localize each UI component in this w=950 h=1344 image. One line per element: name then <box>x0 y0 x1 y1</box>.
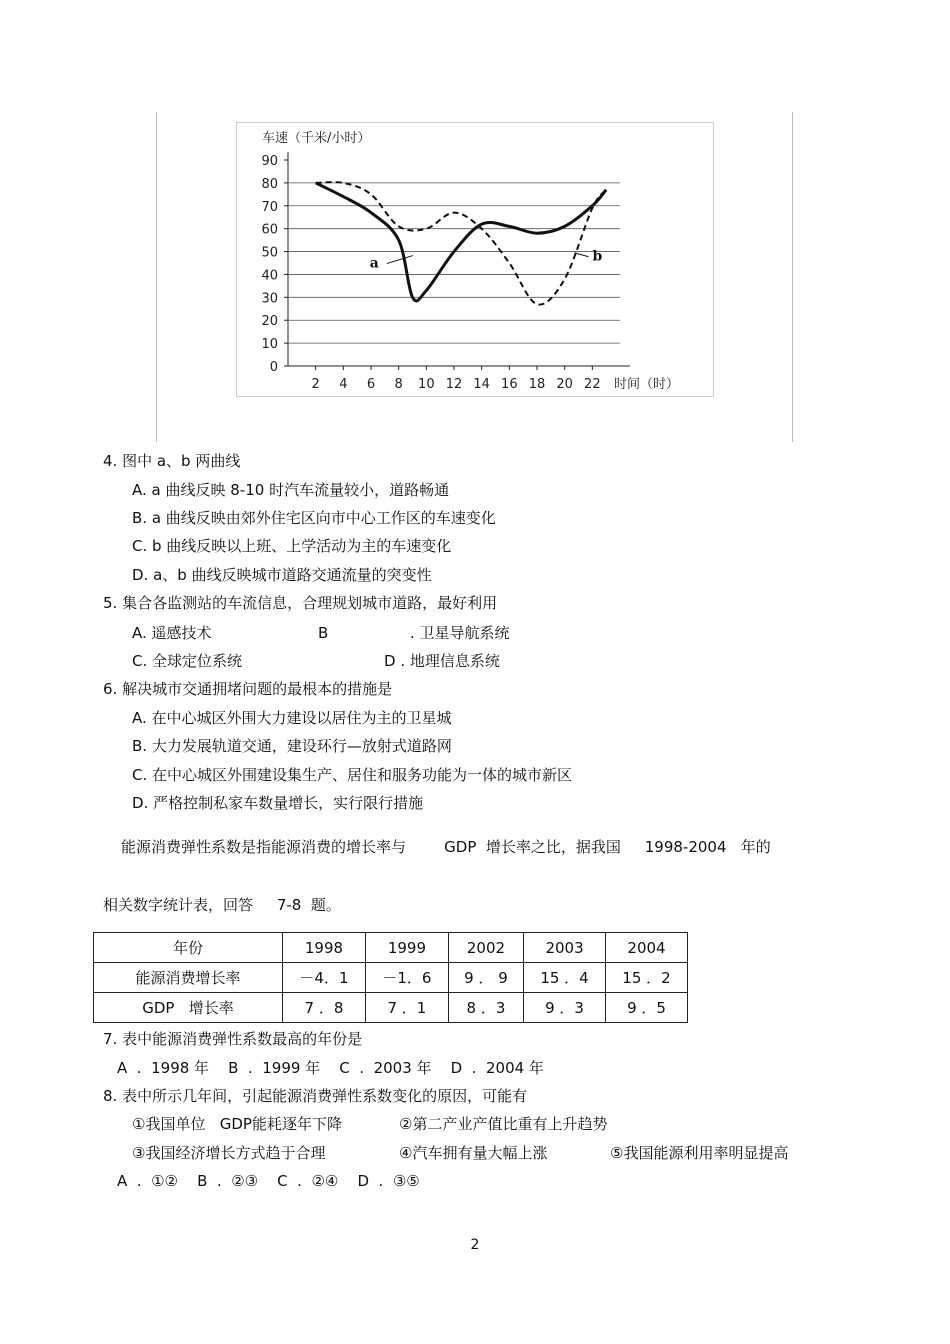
y-tick-label: 70 <box>261 199 278 215</box>
x-tick-label: 10 <box>418 377 435 392</box>
energy-table <box>93 932 688 1023</box>
q8-stem: 8. 表中所示几年间，引起能源消费弹性系数变化的原因，可能有 <box>103 1087 528 1105</box>
y-tick-label: 60 <box>261 222 278 238</box>
table-row <box>94 993 688 1023</box>
q6-stem: 6. 解决城市交通拥堵问题的最根本的措施是 <box>103 680 393 698</box>
x-tick-label: 8 <box>394 377 403 392</box>
x-tick-label: 12 <box>445 377 463 392</box>
q6-option-b: B. 大力发展轨道交通，建设环行—放射式道路网 <box>132 737 452 755</box>
chart-border <box>237 123 714 397</box>
y-tick-label: 40 <box>261 268 278 284</box>
y-tick-label: 30 <box>261 291 278 307</box>
x-tick-label: 16 <box>501 377 518 392</box>
table-header-cell: 2003 <box>524 933 606 963</box>
q8-statement-5: ⑤我国能源利用率明显提高 <box>610 1144 789 1162</box>
x-tick-label: 22 <box>584 377 601 392</box>
table-cell: 8 ．3 <box>448 993 523 1023</box>
table-header-cell: 2002 <box>448 933 523 963</box>
x-tick-label: 4 <box>339 377 348 392</box>
y-tick-label: 10 <box>261 337 278 353</box>
table-cell: 9 ．3 <box>524 993 606 1023</box>
y-tick-label: 80 <box>261 176 278 192</box>
table-header-cell: 1998 <box>283 933 366 963</box>
q4-option-d: D. a、b 曲线反映城市道路交通流量的突变性 <box>132 566 432 584</box>
figure-frame-left <box>156 112 157 442</box>
x-tick-label: 2 <box>311 377 320 392</box>
table-cell: 9 ． 9 <box>448 963 523 993</box>
q5-option-d: D . 地理信息系统 <box>384 652 500 670</box>
table-cell: －1．6 <box>365 963 448 993</box>
q6-option-c: C. 在中心城区外围建设集生产、居住和服务功能为一体的城市新区 <box>132 766 573 784</box>
q5-option-b-text: . 卫星导航系统 <box>410 624 510 642</box>
y-tick-label: 20 <box>261 314 278 330</box>
table-cell: 15 ．4 <box>524 963 606 993</box>
intro-line-2: 相关数字统计表，回答 7-8 题。 <box>103 896 341 914</box>
table-cell: 7 ．8 <box>283 993 366 1023</box>
page-number: 2 <box>470 1237 480 1253</box>
intro-line-1: 能源消费弹性系数是指能源消费的增长率与 GDP 增长率之比，据我国 1998-2004 年的 <box>121 838 771 856</box>
table-header-cell: 2004 <box>606 933 688 963</box>
y-tick-label: 90 <box>261 154 278 169</box>
curve-label-a: a <box>369 255 379 272</box>
q7-stem: 7. 表中能源消费弹性系数最高的年份是 <box>103 1030 363 1048</box>
q6-option-a: A. 在中心城区外围大力建设以居住为主的卫星城 <box>132 709 452 727</box>
table-row <box>94 963 688 993</box>
q8-statement-1: ①我国单位 GDP能耗逐年下降 <box>132 1115 342 1133</box>
figure-frame-right <box>792 112 793 442</box>
table-cell: 15 ．2 <box>606 963 688 993</box>
table-cell: 能源消费增长率 <box>94 963 283 993</box>
x-tick-label: 14 <box>473 377 490 392</box>
q8-statement-2: ②第二产业产值比重有上升趋势 <box>399 1115 608 1133</box>
q8-statement-3: ③我国经济增长方式趋于合理 <box>132 1144 326 1162</box>
q4-stem: 4. 图中 a、b 两曲线 <box>103 452 241 470</box>
table-header-row <box>94 933 688 963</box>
table-cell: －4．1 <box>283 963 366 993</box>
table-cell: 9 ．5 <box>606 993 688 1023</box>
q5-option-a: A. 遥感技术 <box>132 624 212 642</box>
chart-xlabel: 时间（时） <box>614 377 680 392</box>
x-tick-label: 6 <box>366 377 376 392</box>
q5-stem: 5. 集合各监测站的车流信息，合理规划城市道路，最好利用 <box>103 594 498 612</box>
q4-option-c: C. b 曲线反映以上班、上学活动为主的车速变化 <box>132 537 452 555</box>
chart-ylabel: 车速（千米/小时） <box>262 131 371 146</box>
curve-label-b: b <box>592 248 603 265</box>
x-tick-label: 20 <box>556 377 573 392</box>
q5-option-b-letter: B <box>318 624 329 642</box>
y-tick-label: 0 <box>269 360 278 375</box>
table-cell: GDP 增长率 <box>94 993 283 1023</box>
q4-option-a: A. a 曲线反映 8-10 时汽车流量较小，道路畅通 <box>132 481 450 499</box>
x-tick-label: 18 <box>528 377 546 392</box>
y-tick-label: 50 <box>261 245 278 261</box>
q4-option-b: B. a 曲线反映由郊外住宅区向市中心工作区的车速变化 <box>132 509 496 527</box>
table-header-cell: 1999 <box>365 933 448 963</box>
q6-option-d: D. 严格控制私家车数量增长，实行限行措施 <box>132 794 424 812</box>
q8-options: A . ①② B . ②③ C . ②④ D . ③⑤ <box>117 1172 420 1190</box>
speed-chart <box>236 122 714 397</box>
q7-options: A . 1998 年 B . 1999 年 C . 2003 年 D . 2004 年 <box>117 1059 544 1077</box>
q8-statement-4: ④汽车拥有量大幅上涨 <box>399 1144 548 1162</box>
table-header-cell: 年份 <box>94 933 283 963</box>
table-cell: 7 ．1 <box>365 993 448 1023</box>
q5-option-c: C. 全球定位系统 <box>132 652 243 670</box>
